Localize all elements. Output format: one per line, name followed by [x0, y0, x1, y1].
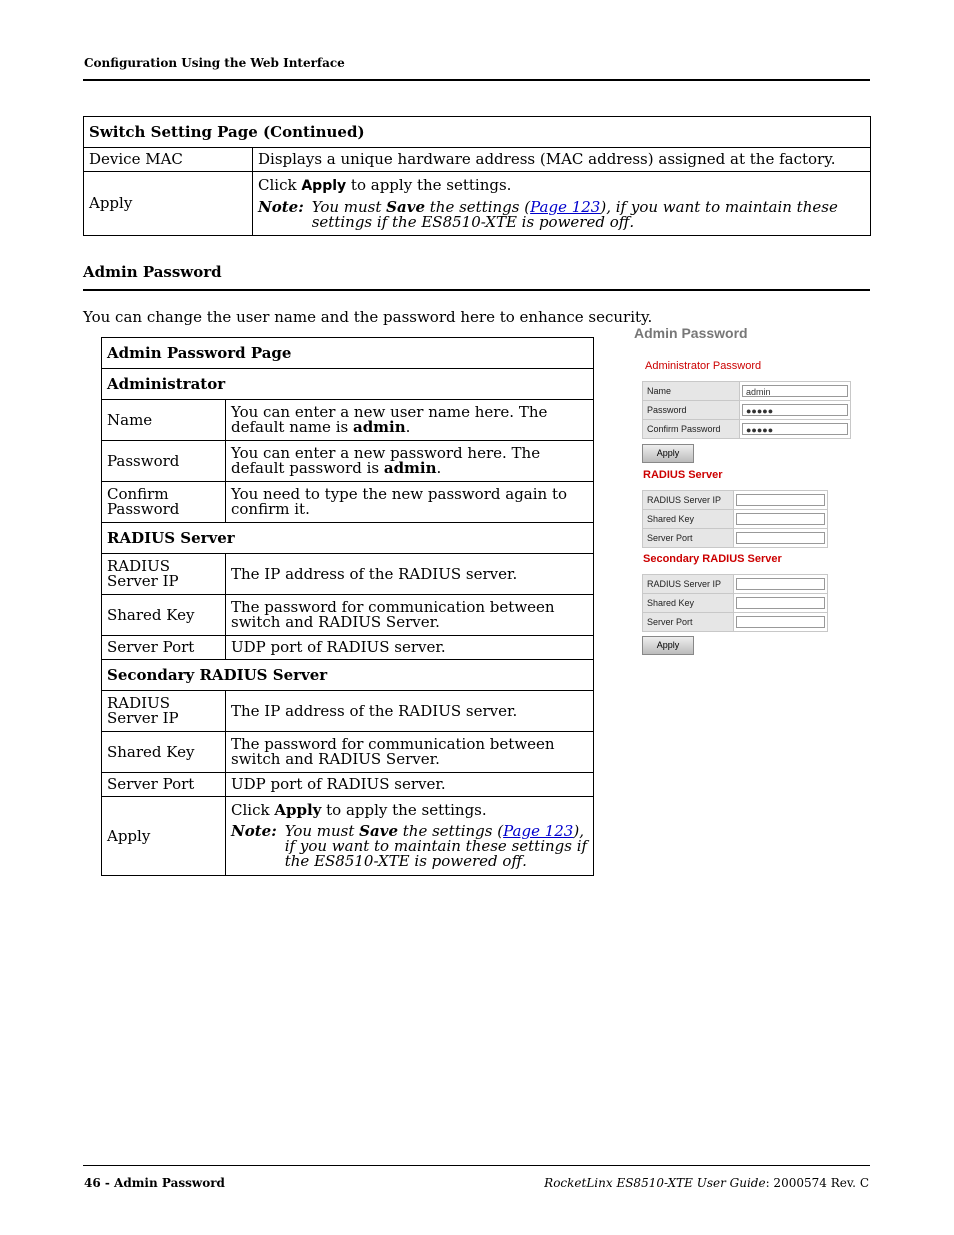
apply-desc: Click Apply to apply the settings. Note: You must Save the settings (Page 123), if you want to maintain these settings if the ES8510-XTE is powered off. [253, 172, 871, 236]
ui-secondary-key-label: Shared Key [643, 594, 734, 613]
radius-key-label: Shared Key [102, 595, 226, 636]
ui-radius-ip-label: RADIUS Server IP [643, 491, 734, 510]
radius-apply-button[interactable]: Apply [642, 636, 694, 655]
device-mac-desc: Displays a unique hardware address (MAC address) assigned at the factory. [253, 148, 871, 172]
secondary-heading: Secondary RADIUS Server [102, 660, 594, 691]
ui-radius-heading: RADIUS Server [643, 469, 723, 481]
name-desc: You can enter a new user name here. The default name is admin. [226, 400, 594, 441]
admin-form [642, 381, 851, 439]
ui-radius-port-label: Server Port [643, 529, 734, 548]
apply-label: Apply [84, 172, 253, 236]
radius-key-desc: The password for communication between switch and RADIUS Server. [226, 595, 594, 636]
confirm-password-input[interactable]: ●●●●● [742, 423, 848, 435]
radius-port-desc: UDP port of RADIUS server. [226, 636, 594, 660]
secondary-port-desc: UDP port of RADIUS server. [226, 773, 594, 797]
ui-admin-heading: Administrator Password [645, 360, 762, 372]
intro-text: You can change the user name and the password here to enhance security. [83, 308, 653, 326]
switch-table-heading: Switch Setting Page (Continued) [84, 117, 871, 148]
secondary-ip-desc: The IP address of the RADIUS server. [226, 691, 594, 732]
ui-secondary-port-label: Server Port [643, 613, 734, 632]
password-desc: You can enter a new password here. The default password is admin. [226, 441, 594, 482]
ui-title: Admin Password [634, 325, 748, 341]
radius-heading: RADIUS Server [102, 523, 594, 554]
password-input[interactable]: ●●●●● [742, 404, 848, 416]
device-mac-label: Device MAC [84, 148, 253, 172]
ui-radius-key-label: Shared Key [643, 510, 734, 529]
section-title: Admin Password [83, 263, 222, 281]
admin-apply-button[interactable]: Apply [642, 444, 694, 463]
admin-table-heading: Admin Password Page [102, 338, 594, 369]
radius-ip-input[interactable] [736, 494, 825, 506]
radius-ip-desc: The IP address of the RADIUS server. [226, 554, 594, 595]
ui-password-label: Password [643, 401, 740, 420]
admin-apply-note: Note: You must Save the settings (Page 123), if you want to maintain these settings if the ES8510-XTE is powered off. [231, 822, 588, 870]
radius-form [642, 490, 828, 548]
section-rule [83, 289, 870, 291]
footer-left: 46 - Admin Password [84, 1176, 225, 1190]
secondary-ip-input[interactable] [736, 578, 825, 590]
admin-password-table [101, 337, 594, 876]
secondary-port-input[interactable] [736, 616, 825, 628]
secondary-key-input[interactable] [736, 597, 825, 609]
admin-apply-label: Apply [102, 797, 226, 876]
apply-note: Note: You must Save the settings (Page 123), if you want to maintain these settings if the ES8510-XTE is powered off. [258, 197, 838, 231]
password-label: Password [102, 441, 226, 482]
radius-key-input[interactable] [736, 513, 825, 525]
radius-port-input[interactable] [736, 532, 825, 544]
confirm-desc: You need to type the new password again to confirm it. [226, 482, 594, 523]
admin-apply-desc: Click Apply to apply the settings. Note: You must Save the settings (Page 123), if you want to maintain these settings if the ES8510-XTE is powered off. [226, 797, 594, 876]
ui-confirm-label: Confirm Password [643, 420, 740, 439]
header-rule [83, 79, 870, 81]
footer-rule [83, 1165, 870, 1166]
radius-port-label: Server Port [102, 636, 226, 660]
secondary-radius-form [642, 574, 828, 632]
secondary-key-desc: The password for communication between switch and RADIUS Server. [226, 732, 594, 773]
confirm-label: Confirm Password [102, 482, 226, 523]
admin-page-123-link[interactable]: Page 123 [503, 822, 574, 840]
secondary-port-label: Server Port [102, 773, 226, 797]
ui-secondary-heading: Secondary RADIUS Server [643, 553, 782, 565]
secondary-key-label: Shared Key [102, 732, 226, 773]
page-123-link[interactable]: Page 123 [530, 197, 601, 216]
secondary-ip-label: RADIUS Server IP [102, 691, 226, 732]
name-label: Name [102, 400, 226, 441]
ui-name-label: Name [643, 382, 740, 401]
name-input[interactable]: admin [742, 385, 848, 397]
switch-setting-table [83, 116, 871, 236]
radius-ip-label: RADIUS Server IP [102, 554, 226, 595]
footer-right: RocketLinx ES8510-XTE User Guide: 2000574 Rev. C [544, 1176, 869, 1190]
running-header: Configuration Using the Web Interface [84, 56, 345, 70]
ui-secondary-ip-label: RADIUS Server IP [643, 575, 734, 594]
administrator-heading: Administrator [102, 369, 594, 400]
